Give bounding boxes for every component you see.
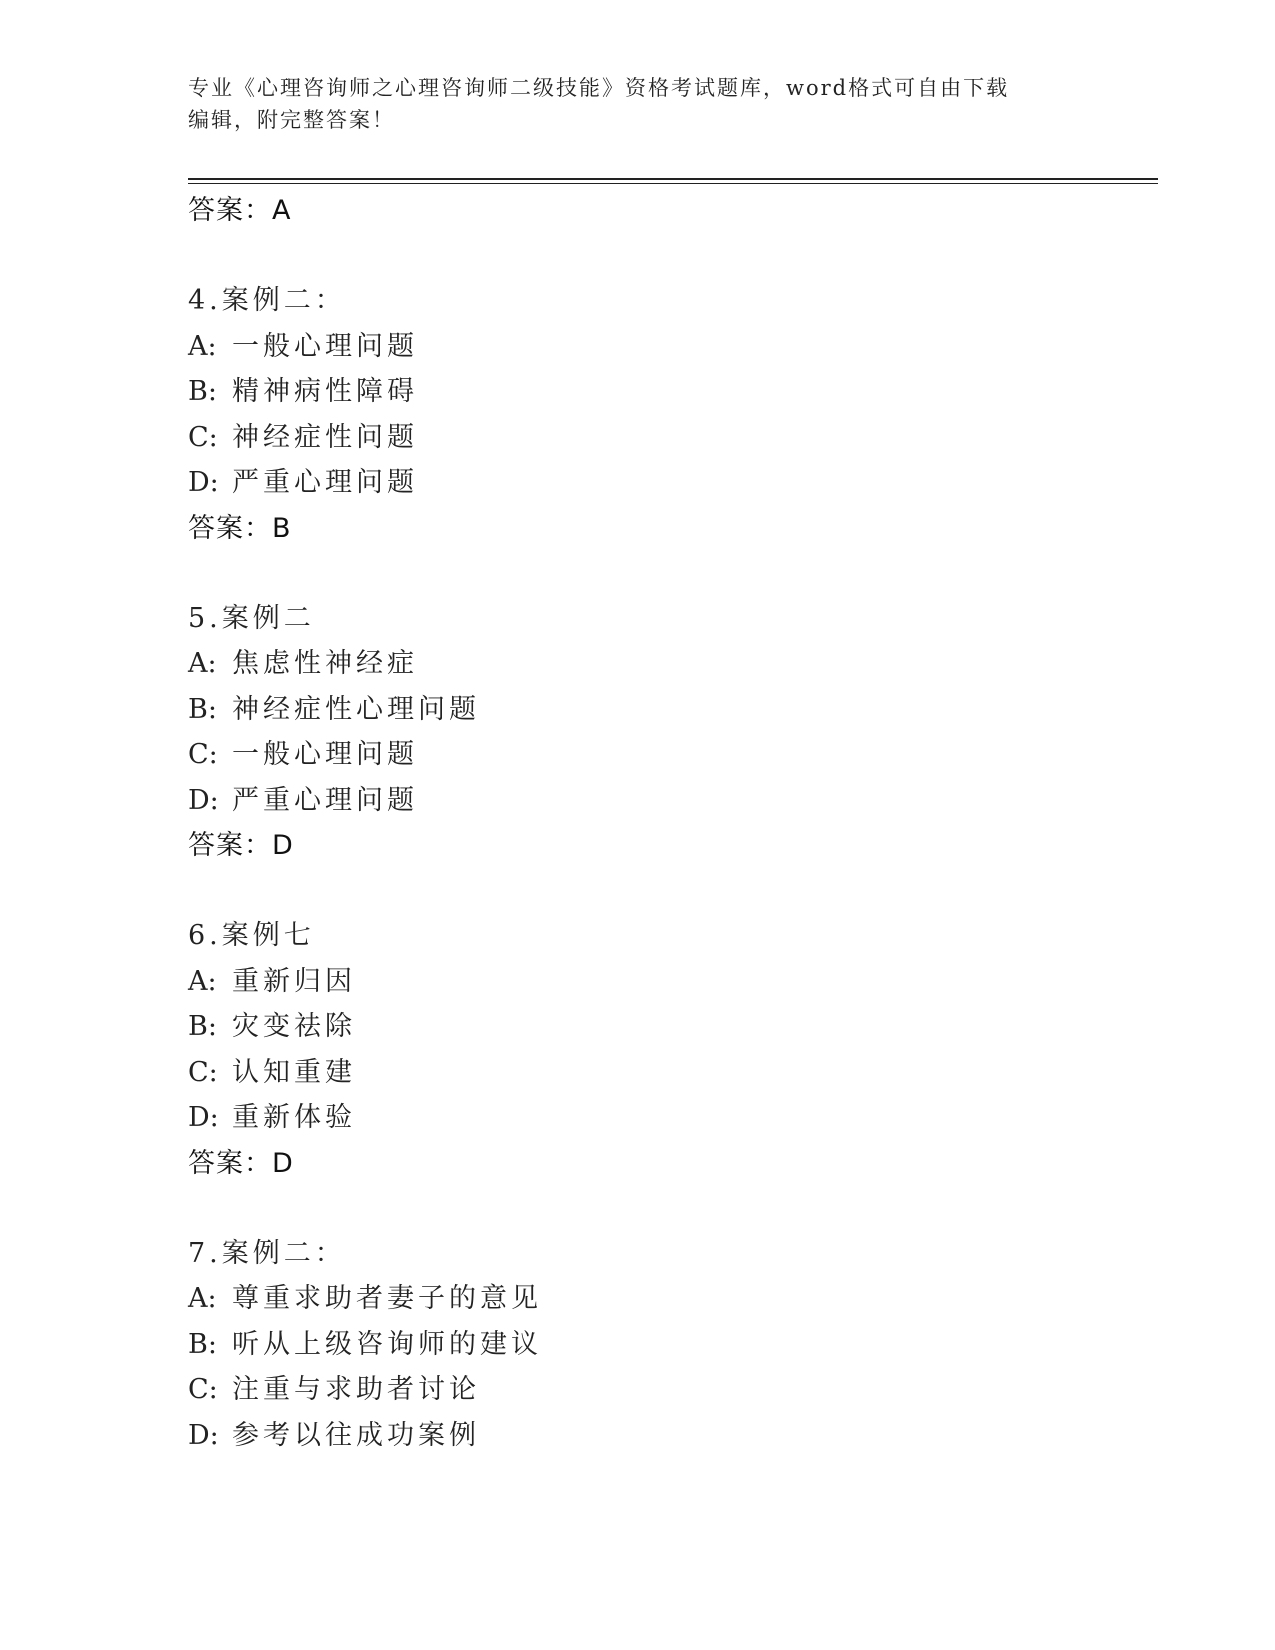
spacer bbox=[188, 234, 1158, 278]
answer-line bbox=[188, 823, 1158, 869]
option-d bbox=[188, 1413, 1158, 1459]
option-d bbox=[188, 778, 1158, 824]
document-header bbox=[188, 72, 1088, 136]
option-b bbox=[188, 687, 1158, 733]
option-key: B: bbox=[188, 693, 217, 725]
option-key: D: bbox=[188, 784, 219, 816]
option-key: B: bbox=[188, 1011, 217, 1042]
option-d bbox=[188, 1095, 1158, 1141]
option-key: A: bbox=[188, 965, 217, 997]
option-text: 听从上级咨询师的建议 bbox=[232, 1328, 542, 1360]
answer-line bbox=[188, 188, 1158, 234]
answer-value: D bbox=[272, 1147, 294, 1179]
option-a bbox=[188, 641, 1158, 687]
option-key: A: bbox=[188, 330, 217, 362]
answer-label: 答案： bbox=[188, 1147, 272, 1179]
option-a bbox=[188, 324, 1158, 370]
option-text: 一般心理问题 bbox=[232, 739, 418, 770]
option-text: 一般心理问题 bbox=[232, 330, 418, 362]
option-c bbox=[188, 1050, 1158, 1096]
option-b bbox=[188, 369, 1158, 415]
answer-value: B bbox=[272, 512, 292, 544]
option-text: 参考以往成功案例 bbox=[232, 1419, 480, 1451]
option-c bbox=[188, 415, 1158, 461]
question-list bbox=[188, 188, 1158, 1458]
option-b bbox=[188, 1322, 1158, 1368]
option-key: D: bbox=[188, 1419, 219, 1451]
question-title: 4.案例二： bbox=[188, 285, 346, 316]
header-divider-thin bbox=[188, 183, 1158, 184]
option-d bbox=[188, 460, 1158, 506]
option-a bbox=[188, 959, 1158, 1005]
header-divider-thick bbox=[188, 178, 1158, 180]
header-line-1: 专业《心理咨询师之心理咨询师二级技能》资格考试题库，word格式可自由下载 bbox=[188, 76, 1010, 100]
option-text: 灾变祛除 bbox=[232, 1011, 356, 1042]
option-key: C: bbox=[188, 1056, 218, 1088]
option-key: B: bbox=[188, 1328, 217, 1360]
question-title: 7.案例二： bbox=[188, 1237, 346, 1269]
option-text: 重新归因 bbox=[232, 965, 356, 997]
question-title: 5.案例二 bbox=[188, 602, 315, 634]
option-key: A: bbox=[188, 648, 217, 679]
option-text: 焦虑性神经症 bbox=[232, 648, 418, 679]
option-text: 严重心理问题 bbox=[232, 784, 418, 816]
spacer bbox=[188, 1187, 1158, 1231]
option-key: B: bbox=[188, 376, 217, 407]
option-c bbox=[188, 1367, 1158, 1413]
option-b bbox=[188, 1004, 1158, 1050]
answer-line bbox=[188, 506, 1158, 552]
option-text: 注重与求助者讨论 bbox=[232, 1374, 480, 1405]
answer-line bbox=[188, 1141, 1158, 1187]
answer-value: A bbox=[272, 195, 292, 226]
answer-value: D bbox=[272, 830, 294, 861]
answer-label: 答案： bbox=[188, 512, 272, 544]
header-line-2: 编辑，附完整答案！ bbox=[188, 108, 395, 132]
spacer bbox=[188, 869, 1158, 913]
option-key: C: bbox=[188, 1374, 218, 1405]
option-text: 严重心理问题 bbox=[232, 467, 418, 498]
option-key: C: bbox=[188, 739, 218, 770]
option-text: 神经症性心理问题 bbox=[232, 693, 480, 725]
question-block bbox=[188, 278, 1158, 552]
option-a bbox=[188, 1276, 1158, 1322]
question-title: 6.案例七 bbox=[188, 920, 315, 951]
option-text: 重新体验 bbox=[232, 1102, 356, 1133]
question-block bbox=[188, 1231, 1158, 1459]
option-text: 精神病性障碍 bbox=[232, 376, 418, 407]
option-c bbox=[188, 732, 1158, 778]
option-key: D: bbox=[188, 1102, 219, 1133]
option-text: 尊重求助者妻子的意见 bbox=[232, 1283, 542, 1314]
option-text: 神经症性问题 bbox=[232, 421, 418, 453]
question-block bbox=[188, 913, 1158, 1187]
spacer bbox=[188, 552, 1158, 596]
option-key: A: bbox=[188, 1283, 217, 1314]
answer-label: 答案： bbox=[188, 830, 272, 861]
option-key: D: bbox=[188, 467, 219, 498]
question-block bbox=[188, 596, 1158, 870]
option-key: C: bbox=[188, 421, 218, 453]
answer-label: 答案： bbox=[188, 195, 272, 226]
option-text: 认知重建 bbox=[232, 1056, 356, 1088]
